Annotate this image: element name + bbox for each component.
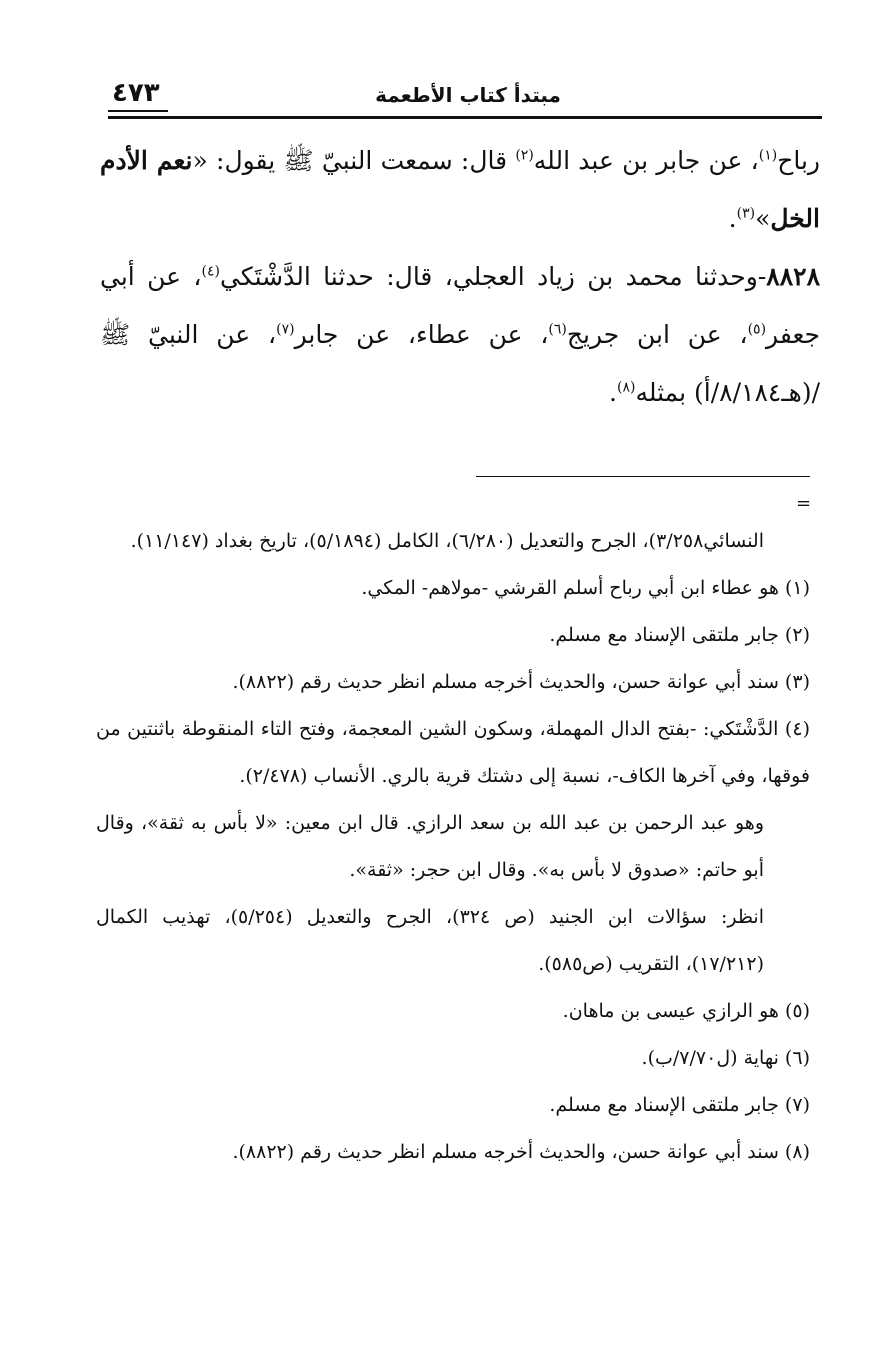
text-segment: . <box>728 204 737 233</box>
paragraph-hadith-continuation <box>100 132 820 248</box>
text-segment: » <box>755 204 771 233</box>
footnote-4-narrator: وهو عبد الرحمن بن عبد الله بن سعد الرازي. قال ابن معين: «لا بأس به ثقة»، وقال أبو حاتم: «صدوق لا بأس به». وقال ابن حجر: «ثقة». <box>96 812 764 881</box>
text-segment: -وحدثنا محمد بن زياد العجلي، قال: حدثنا الدَّشْتَكي <box>219 262 767 291</box>
header-rule <box>108 116 822 119</box>
text-segment: رباح <box>777 146 820 175</box>
page-number: ٤٧٣ <box>112 78 160 108</box>
footnote-3: (٣) سند أبي عوانة حسن، والحديث أخرجه مسلم انظر حديث رقم (٨٨٢٢). <box>232 671 810 693</box>
footnote-6: (٦) نهاية (ل٧/٧٠/ب). <box>641 1047 810 1069</box>
footnote-separator <box>476 476 810 477</box>
footnote-ref: (٦) <box>548 321 567 338</box>
hadith-matn: نعم الأدم الخل <box>100 146 820 233</box>
text-segment: ، عن أبي جعفر <box>100 262 820 349</box>
footnote-2: (٢) جابر ملتقى الإسناد مع مسلم. <box>549 624 810 646</box>
footnote-5: (٥) هو الرازي عيسى بن ماهان. <box>562 1000 810 1022</box>
text-segment: ، عن النبيّ ﷺ /(هـ٨/١٨٤/أ) بمثله <box>100 320 820 407</box>
page-header <box>108 76 820 114</box>
footnotes <box>96 518 810 1176</box>
footnote-ref: (١) <box>758 147 778 164</box>
text-segment: ، عن ابن جريج <box>566 320 748 349</box>
main-text <box>100 132 820 422</box>
hadith-number: ٨٨٢٨ <box>766 262 820 291</box>
footnote-4: (٤) الدَّشْتَكي: -بفتح الدال المهملة، وسكون الشين المعجمة، وفتح التاء المنقوطة باثنتين من فوقها، وفي آخرها الكاف-، نسبة إلى دشتك قرية بالري. الأنساب (٢/٤٧٨). <box>96 718 810 787</box>
text-segment: قال: سمعت النبيّ ﷺ يقول: « <box>192 146 516 175</box>
footnote-ref: (٧) <box>276 321 295 338</box>
page-number-underline <box>108 110 168 112</box>
footnote-7: (٧) جابر ملتقى الإسناد مع مسلم. <box>549 1094 810 1116</box>
footnote-4-sources: انظر: سؤالات ابن الجنيد (ص ٣٢٤)، الجرح والتعديل (٥/٢٥٤)، تهذيب الكمال (١٧/٢١٢)، التقريب (ص٥٨٥). <box>96 906 764 975</box>
footnote-1: (١) هو عطاء ابن أبي رباح أسلم القرشي -مولاهم- المكي. <box>361 577 810 599</box>
text-segment: ، عن عطاء، عن جابر <box>294 320 549 349</box>
paragraph-hadith-8828 <box>100 248 820 422</box>
footnote-ref: (٥) <box>747 321 767 338</box>
text-segment: ، عن جابر بن عبد الله <box>533 146 759 175</box>
running-title: مبتدأ كتاب الأطعمة <box>375 83 561 107</box>
footnote-ref: (٢) <box>515 147 534 164</box>
continuation-mark: = <box>796 493 812 514</box>
footnote-ref: (٣) <box>736 205 756 222</box>
footnote-continuation: النسائي٣/٢٥٨)، الجرح والتعديل (٦/٢٨٠)، الكامل (٥/١٨٩٤)، تاريخ بغداد (١١/١٤٧). <box>130 530 764 552</box>
footnote-ref: (٨) <box>616 379 636 396</box>
footnote-8: (٨) سند أبي عوانة حسن، والحديث أخرجه مسلم انظر حديث رقم (٨٨٢٢). <box>232 1141 810 1163</box>
footnote-ref: (٤) <box>201 263 220 280</box>
text-segment: . <box>609 378 617 407</box>
